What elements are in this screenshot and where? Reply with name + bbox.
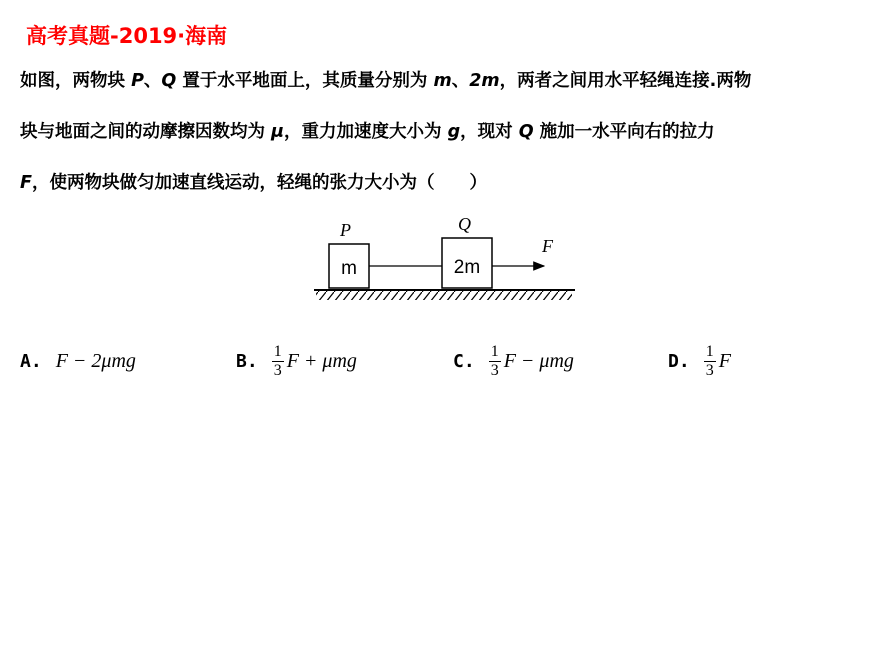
var-2m: 2m — [469, 71, 500, 91]
var-g: g — [447, 122, 461, 142]
label-P: P — [340, 220, 351, 240]
option-a-expression: F − 2μmg — [55, 349, 136, 372]
block-Q-mass-label: 2m — [453, 257, 481, 278]
option-d-letter: D. — [668, 350, 690, 372]
stem-line-2: 块与地面之间的动摩擦因数均为 μ，重力加速度大小为 g，现对 Q 施加一水平向右的拉力 — [20, 122, 715, 142]
option-d-fraction: $\frac{1}{3}$ — [705, 342, 714, 379]
option-b-letter: B. — [236, 350, 258, 372]
option-c-letter: C. — [453, 350, 475, 372]
option-d-expression: $\frac{1}{3}$ F — [705, 342, 731, 379]
var-mu: μ — [271, 122, 284, 142]
option-a[interactable] — [20, 336, 136, 386]
label-F: F — [542, 236, 553, 256]
physics-diagram — [310, 212, 580, 304]
stem-line-1: 如图，两物块 P、Q 置于水平地面上，其质量分别为 m、2m，两者之间用水平轻绳连接.两物 — [20, 71, 752, 91]
ground-hatch — [316, 290, 572, 300]
option-b[interactable] — [236, 336, 357, 386]
var-m: m — [433, 71, 452, 91]
option-c-fraction: $\frac{1}{3}$ — [490, 342, 499, 379]
block-P-mass-label: m — [341, 258, 357, 279]
var-P: P — [131, 71, 144, 91]
question-stem — [20, 56, 876, 209]
var-Q: Q — [161, 71, 177, 91]
var-Q: Q — [518, 122, 534, 142]
exam-source-title: 高考真题-2019·海南 — [26, 24, 228, 48]
option-c-expression: $\frac{1}{3}$ F − μmg — [490, 342, 574, 379]
option-c[interactable] — [453, 336, 574, 386]
option-b-expression: $\frac{1}{3}$ F + μmg — [273, 342, 357, 379]
option-d[interactable] — [668, 336, 731, 386]
label-Q: Q — [458, 214, 471, 234]
option-b-fraction: $\frac{1}{3}$ — [273, 342, 282, 379]
stem-line-3: F，使两物块做匀加速直线运动，轻绳的张力大小为（ ） — [20, 173, 487, 193]
option-a-letter: A. — [20, 350, 42, 372]
var-F: F — [20, 173, 32, 193]
